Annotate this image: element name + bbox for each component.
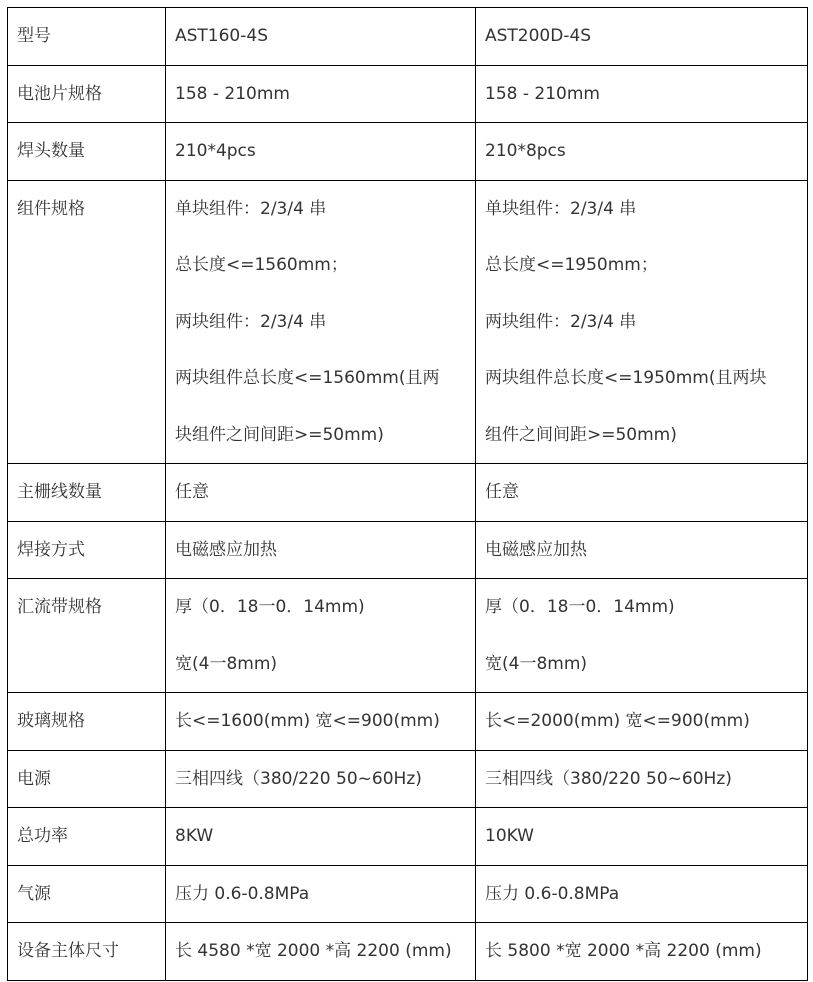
cell-line: 两块组件：2/3/4 串: [485, 311, 637, 332]
table-row: [8, 8, 808, 66]
cell-ast160-4s: [166, 65, 476, 123]
spec-table-body: [8, 8, 808, 981]
row-label-text: 主栅线数量: [17, 482, 102, 502]
row-label: [8, 750, 166, 808]
cell-line: 压力 0.6-0.8MPa: [485, 883, 620, 904]
row-label: [8, 521, 166, 579]
table-row: [8, 750, 808, 808]
cell-line: 长 5800 *宽 2000 *高 2200 (mm): [485, 941, 762, 961]
cell-ast200d-4s: [476, 579, 808, 693]
cell-ast160-4s: [166, 579, 476, 693]
row-label-text: 汇流带规格: [17, 597, 102, 617]
cell-ast200d-4s: [476, 865, 808, 923]
table-row: [8, 464, 808, 522]
cell-line: 电磁感应加热: [485, 539, 587, 560]
cell-line: 任意: [175, 482, 209, 502]
cell-ast200d-4s: [476, 123, 808, 181]
table-row: [8, 65, 808, 123]
cell-line: 两块组件：2/3/4 串: [175, 311, 327, 332]
row-label-text: 总功率: [17, 826, 68, 846]
cell-line: AST160-4S: [175, 26, 268, 46]
cell-line: 210*4pcs: [175, 141, 256, 161]
cell-line: 块组件之间间距>=50mm): [175, 424, 384, 445]
table-row: [8, 923, 808, 981]
row-label: [8, 464, 166, 522]
cell-line: 三相四线（380/220 50~60Hz): [485, 768, 732, 789]
row-label: [8, 693, 166, 751]
cell-ast200d-4s: [476, 521, 808, 579]
cell-line: 长<=2000(mm) 宽<=900(mm): [485, 711, 750, 731]
cell-line: 宽(4一8mm): [175, 653, 278, 674]
cell-ast160-4s: [166, 865, 476, 923]
cell-line: 158 - 210mm: [175, 83, 290, 104]
cell-line: 厚（0．18一0．14mm): [485, 597, 675, 617]
cell-ast160-4s: [166, 750, 476, 808]
table-row: [8, 808, 808, 866]
cell-line: 总长度<=1950mm；: [485, 255, 658, 275]
cell-line: 总长度<=1560mm；: [175, 255, 348, 275]
row-label: [8, 865, 166, 923]
cell-line: 电磁感应加热: [175, 539, 277, 560]
cell-line: 厚（0．18一0．14mm): [175, 597, 365, 617]
table-row: [8, 521, 808, 579]
row-label: [8, 8, 166, 66]
cell-ast200d-4s: [476, 750, 808, 808]
cell-ast200d-4s: [476, 693, 808, 751]
cell-ast160-4s: [166, 693, 476, 751]
cell-ast160-4s: [166, 123, 476, 181]
cell-line: 10KW: [485, 826, 534, 846]
cell-ast160-4s: [166, 464, 476, 522]
cell-line: 158 - 210mm: [485, 83, 600, 104]
cell-line: 单块组件：2/3/4 串: [175, 198, 327, 219]
cell-ast200d-4s: [476, 923, 808, 981]
table-row: [8, 693, 808, 751]
cell-line: AST200D-4S: [485, 26, 592, 46]
cell-line: 长 4580 *宽 2000 *高 2200 (mm): [175, 941, 452, 961]
row-label-text: 焊接方式: [17, 539, 85, 560]
cell-line: 两块组件总长度<=1950mm(且两块: [485, 368, 767, 388]
cell-line: 长<=1600(mm) 宽<=900(mm): [175, 711, 440, 731]
row-label: [8, 180, 166, 464]
cell-ast160-4s: [166, 180, 476, 464]
cell-line: 组件之间间距>=50mm): [485, 424, 677, 445]
row-label-text: 型号: [17, 26, 51, 46]
row-label-text: 组件规格: [17, 198, 85, 219]
row-label: [8, 579, 166, 693]
cell-line: 压力 0.6-0.8MPa: [175, 883, 310, 904]
table-row: [8, 123, 808, 181]
row-label-text: 玻璃规格: [17, 711, 85, 731]
row-label-text: 电源: [17, 768, 51, 789]
cell-ast200d-4s: [476, 464, 808, 522]
cell-ast200d-4s: [476, 808, 808, 866]
row-label: [8, 923, 166, 981]
row-label-text: 气源: [17, 883, 51, 904]
table-row: [8, 579, 808, 693]
cell-line: 210*8pcs: [485, 141, 566, 161]
cell-line: 单块组件：2/3/4 串: [485, 198, 637, 219]
cell-ast160-4s: [166, 521, 476, 579]
cell-line: 8KW: [175, 826, 214, 846]
row-label: [8, 123, 166, 181]
row-label-text: 电池片规格: [17, 83, 102, 104]
cell-ast200d-4s: [476, 8, 808, 66]
cell-line: 三相四线（380/220 50~60Hz): [175, 768, 422, 789]
cell-ast200d-4s: [476, 65, 808, 123]
cell-ast200d-4s: [476, 180, 808, 464]
cell-ast160-4s: [166, 8, 476, 66]
row-label-text: 焊头数量: [17, 141, 85, 161]
cell-line: 两块组件总长度<=1560mm(且两: [175, 368, 440, 388]
cell-line: 任意: [485, 482, 519, 502]
cell-ast160-4s: [166, 923, 476, 981]
cell-line: 宽(4一8mm): [485, 653, 588, 674]
table-row: [8, 865, 808, 923]
row-label: [8, 808, 166, 866]
table-row: [8, 180, 808, 464]
spec-table: [7, 7, 808, 981]
row-label-text: 设备主体尺寸: [17, 941, 119, 961]
cell-ast160-4s: [166, 808, 476, 866]
row-label: [8, 65, 166, 123]
